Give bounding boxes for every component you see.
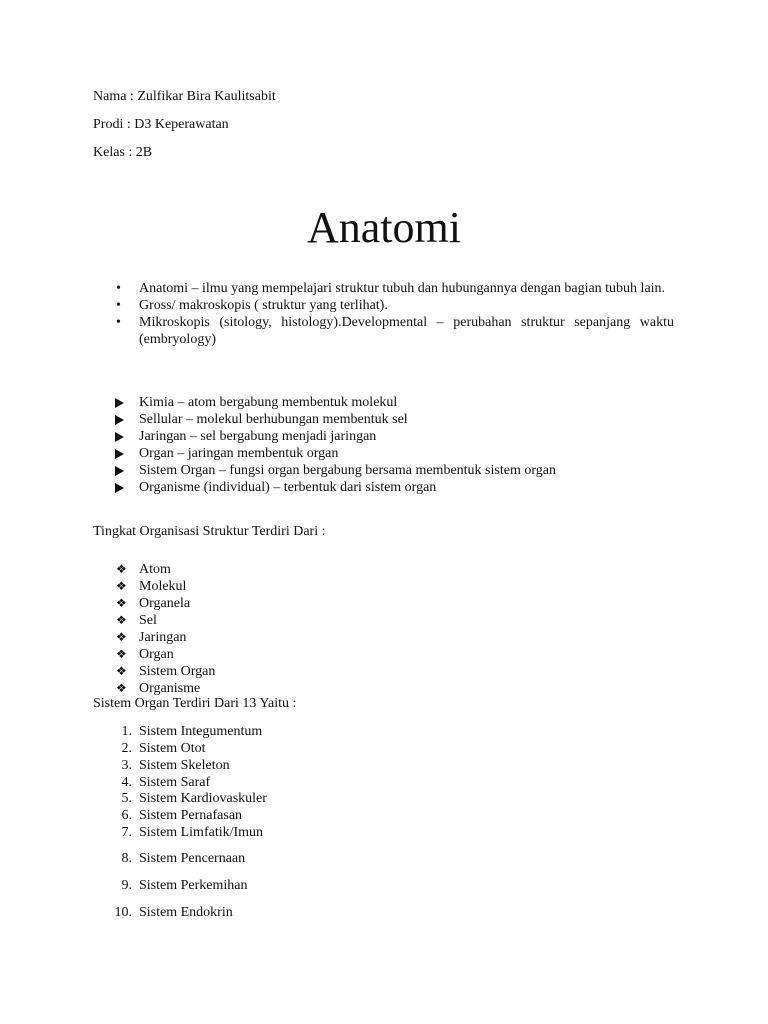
page-title: Anatomi	[307, 203, 461, 252]
diamond-bullet-icon: ❖	[116, 681, 127, 695]
bullet-icon: •	[116, 281, 121, 296]
list-item: Organisme (individual) – terbentuk dari sistem organ	[0, 479, 556, 496]
study-program: Prodi : D3 Keperawatan	[93, 117, 229, 132]
student-name: Nama : Zulfikar Bira Kaulitsabit	[93, 89, 276, 104]
list-item: ❖ Sistem Organ	[116, 664, 216, 679]
list-item: Organ – jaringan membentuk organ	[0, 445, 556, 462]
systems-heading: Sistem Organ Terdiri Dari 13 Yaitu :	[93, 696, 297, 711]
list-item: • Mikroskopis (sitology, histology).Developmental – perubahan struktur sepanjang waktu (embryology)	[116, 315, 674, 347]
diamond-bullet-icon: ❖	[116, 562, 127, 576]
diamond-bullet-icon: ❖	[116, 664, 127, 678]
bullet-icon: •	[116, 298, 121, 313]
bullet-icon: •	[116, 315, 121, 330]
organization-level-list	[0, 394, 556, 496]
list-item: ❖ Molekul	[116, 579, 187, 594]
list-item: Kimia – atom bergabung membentuk molekul	[0, 394, 556, 411]
arrow-bullet-icon	[115, 483, 124, 493]
list-item: ❖ Organisme	[116, 681, 201, 696]
diamond-bullet-icon: ❖	[116, 579, 127, 593]
class-info: Kelas : 2B	[93, 145, 153, 160]
diamond-bullet-icon: ❖	[116, 647, 127, 661]
arrow-bullet-icon	[115, 449, 124, 459]
structure-heading: Tingkat Organisasi Struktur Terdiri Dari :	[93, 524, 326, 539]
arrow-bullet-icon	[115, 466, 124, 476]
diamond-bullet-icon: ❖	[116, 596, 127, 610]
list-item: ❖ Organ	[116, 647, 174, 662]
list-item: ❖ Sel	[116, 613, 157, 628]
list-item: ❖ Organela	[116, 596, 191, 611]
diamond-bullet-icon: ❖	[116, 613, 127, 627]
list-item: Jaringan – sel bergabung menjadi jaringan	[0, 428, 556, 445]
list-item: Sistem Organ – fungsi organ bergabung bersama membentuk sistem organ	[0, 462, 556, 479]
list-item: ❖ Atom	[116, 562, 171, 577]
list-item: ❖ Jaringan	[116, 630, 187, 645]
arrow-bullet-icon	[115, 415, 124, 425]
structure-list	[0, 561, 215, 697]
definition-list	[0, 280, 674, 348]
list-item: Sellular – molekul berhubungan membentuk sel	[0, 411, 556, 428]
list-item: • Gross/ makroskopis ( struktur yang terlihat).	[116, 298, 388, 313]
document-page: Nama : Zulfikar Bira Kaulitsabit Prodi : D3 Keperawatan Kelas : 2B Anatomi • Anatomi – ilmu yang mempelajari struktur tubuh dan hubungannya dengan bagian tubuh lain. • Gross/ makroskopis ( struktur yang terlihat). • Mikroskopis (sitology, histology).Developmental – perubahan struktur sepanjang waktu (embryology) Kimia – atom bergabung membentuk molekul Sellular – molekul berhubungan membentuk sel Jaringan – sel bergabung menjadi jaringan Organ – jaringan membentuk organ Sistem Organ – fungsi organ bergabung bersama membentuk sistem organ Organisme (individual) – terbentuk dari sistem organ Tingkat Organisasi Struktur Terdiri Dari : ❖ Atom ❖ Molekul ❖ Organela ❖ Sel ❖ Jaringan ❖ Organ ❖ Sistem Organ ❖ Organisme Sistem Organ Terdiri Dari 13 Yaitu : 1. Sistem Integumentum 2. Sistem Otot 3. Sistem Skeleton 4. Sistem Saraf 5. Sistem Kardiovaskuler 6. Sistem Pernafasan 7. Sistem Limfatik/Imun 8. Sistem Pencernaan 9. Sistem Perkemihan 10. Sistem Endokrin	[0, 0, 768, 1024]
arrow-bullet-icon	[115, 432, 124, 442]
arrow-bullet-icon	[115, 398, 124, 408]
list-item: • Anatomi – ilmu yang mempelajari struktur tubuh dan hubungannya dengan bagian tubuh lain.	[116, 281, 666, 296]
diamond-bullet-icon: ❖	[116, 630, 127, 644]
